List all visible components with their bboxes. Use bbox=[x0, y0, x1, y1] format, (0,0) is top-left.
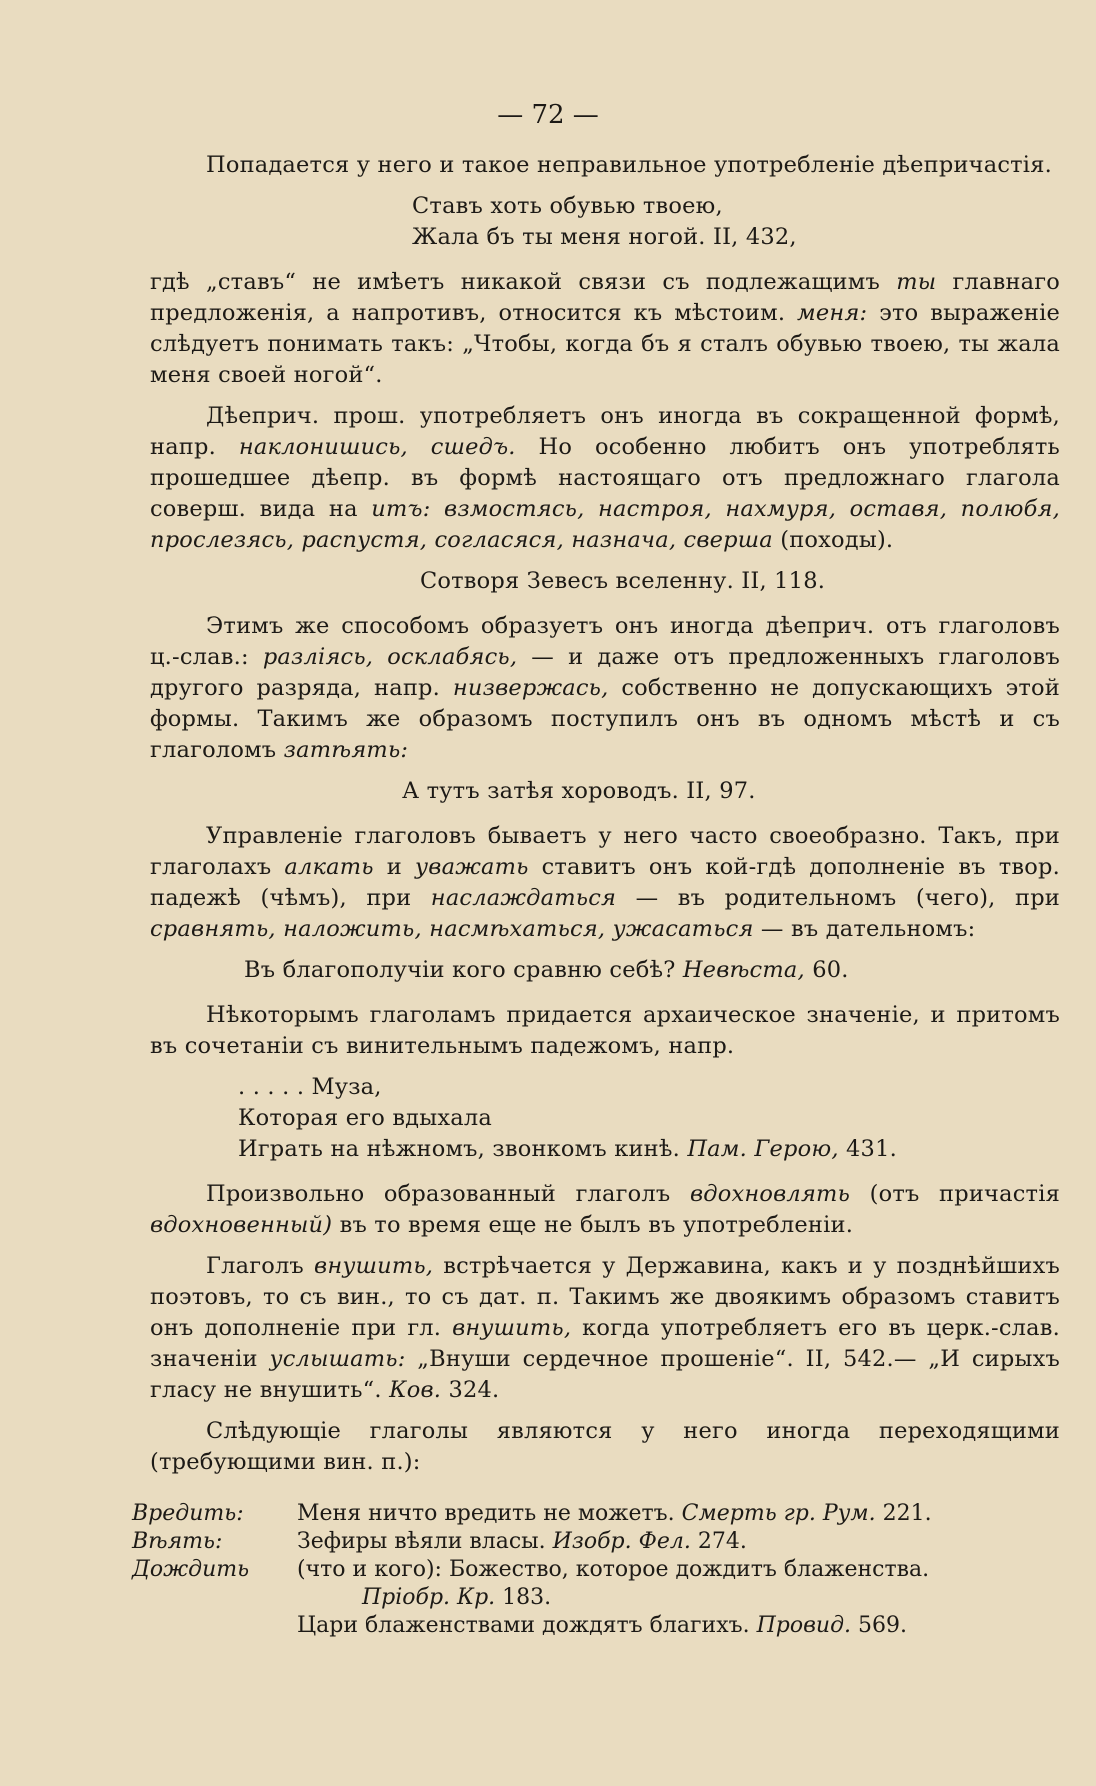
example-body bbox=[297, 1500, 1062, 1528]
text: когда употребляетъ его въ церк.-слав. значеніи bbox=[150, 1315, 1060, 1372]
text: Этимъ же способомъ образуетъ онъ иногда дѣеприч. отъ глаголовъ ц.-слав.: bbox=[150, 613, 1060, 670]
italic-text: вдохновенный) bbox=[150, 1212, 333, 1238]
italic-text: услышать: bbox=[269, 1346, 406, 1372]
paragraph-9: Слѣдующіе глаголы являются у него иногда переходящими (требующими вин. п.): bbox=[150, 1418, 1060, 1475]
paragraph-5 bbox=[150, 821, 1060, 945]
verse-1 bbox=[150, 191, 1060, 253]
italic-text: меня: bbox=[797, 300, 868, 326]
text: Дѣеприч. прош. употребляетъ онъ иногда въ сокращенной формѣ, напр. bbox=[150, 403, 1060, 460]
text: 431. bbox=[838, 1136, 897, 1162]
paragraph-2 bbox=[150, 267, 1060, 391]
example-row bbox=[132, 1556, 1062, 1640]
paragraph-8 bbox=[150, 1251, 1060, 1406]
paragraph-6: Нѣкоторымъ глаголамъ придается архаическое значеніе, и притомъ въ сочетаніи съ винительнымъ падежомъ, напр. bbox=[150, 1002, 1060, 1059]
text: 274. bbox=[690, 1529, 747, 1554]
page-number: — 72 — bbox=[497, 100, 599, 130]
examples-list bbox=[132, 1500, 1062, 1640]
text: и bbox=[373, 854, 416, 880]
verse-3: А тутъ затѣя хороводъ. II, 97. bbox=[402, 778, 756, 804]
example-source-line bbox=[297, 1584, 1062, 1612]
example-term: Вредить: bbox=[132, 1501, 244, 1526]
text: (походы). bbox=[772, 527, 894, 553]
text: это выраженіе слѣдуетъ понимать такъ: „Чтобы, когда бъ я сталъ обувью твоею, ты жала меня своей ногой“. bbox=[150, 300, 1060, 388]
example-body bbox=[297, 1528, 1062, 1556]
verse-line: . . . . . Муза, bbox=[238, 1074, 382, 1100]
text: (что и кого): Божество, которое дождитъ блаженства. bbox=[297, 1557, 930, 1582]
paragraph-3 bbox=[150, 401, 1060, 556]
text: — и даже отъ предложенныхъ глаголовъ другого разряда, напр. bbox=[150, 644, 1060, 701]
verse-2: Сотворя Зевесъ вселенну. II, 118. bbox=[420, 568, 826, 594]
text: — въ родительномъ (чего), при bbox=[616, 885, 1060, 911]
text: Меня ничто вредить не можетъ. bbox=[297, 1501, 682, 1526]
text: „Внуши сердечное прошеніе“. II, 542.— „И сирыхъ гласу не внушить“. bbox=[150, 1346, 1060, 1403]
text: Произвольно образованный глаголъ bbox=[206, 1181, 690, 1207]
verse-line: Которая его вдыхала bbox=[238, 1105, 492, 1131]
italic-text: внушить, bbox=[314, 1253, 434, 1279]
page-content bbox=[150, 150, 1060, 1488]
text: 183. bbox=[495, 1585, 552, 1610]
italic-text: алкать bbox=[284, 854, 374, 880]
italic-text: Пріобр. Кр. bbox=[362, 1585, 496, 1610]
italic-text: Невѣста, bbox=[682, 957, 805, 983]
text: Зефиры вѣяли власы. bbox=[297, 1529, 553, 1554]
example-body bbox=[297, 1556, 1062, 1640]
text: главнаго предложенія, а напротивъ, относится къ мѣстоим. bbox=[150, 269, 1060, 326]
example-line bbox=[297, 1612, 1062, 1640]
text: Управленіе глаголовъ бываетъ у него часто своеобразно. Такъ, при глаголахъ bbox=[150, 823, 1060, 880]
italic-text: низвержась, bbox=[452, 675, 609, 701]
verse-line bbox=[238, 1134, 1060, 1165]
text: Цари блаженствами дождятъ благихъ. bbox=[297, 1613, 757, 1638]
italic-text: разлiясь, осклабясь, bbox=[262, 644, 518, 670]
italic-text: Провид. bbox=[756, 1613, 852, 1638]
italic-text: итъ: взмостясь, настроя, нахмуря, оставя, полюбя, прослезясь, распустя, согласяся, назнача, сверша bbox=[150, 496, 1060, 553]
paragraph-1: Попадается у него и такое неправильное употребленіе дѣепричастія. bbox=[206, 152, 1052, 178]
text: Но особенно любитъ онъ употреблять прошедшее дѣепр. въ формѣ настоящаго отъ предложнаго глагола соверш. вида на bbox=[150, 434, 1060, 522]
example-row bbox=[132, 1500, 1062, 1528]
italic-text: Пам. Герою, bbox=[687, 1136, 839, 1162]
verse-line: Жала бъ ты меня ногой. II, 432, bbox=[412, 224, 797, 250]
italic-text: Смерть гр. Рум. bbox=[681, 1501, 876, 1526]
paragraph-4 bbox=[150, 611, 1060, 766]
italic-text: наклонишись, сшедъ. bbox=[238, 434, 516, 460]
italic-text: Изобр. Фел. bbox=[552, 1529, 691, 1554]
text: ставитъ онъ кой-гдѣ дополненіе въ твор. падежѣ (чѣмъ), при bbox=[150, 854, 1060, 911]
text: 324. bbox=[441, 1377, 500, 1403]
italic-text: внушить, bbox=[452, 1315, 572, 1341]
verse-5 bbox=[150, 1072, 1060, 1165]
paragraph-7 bbox=[150, 1179, 1060, 1241]
example-row bbox=[132, 1528, 1062, 1556]
italic-text: ты bbox=[896, 269, 937, 295]
italic-text: наслаждаться bbox=[430, 885, 617, 911]
italic-text: вдохновлять bbox=[689, 1181, 851, 1207]
text: 569. bbox=[851, 1613, 908, 1638]
example-term: Вѣять: bbox=[132, 1529, 223, 1554]
text: встрѣчается у Державина, какъ и у позднѣйшихъ поэтовъ, то съ вин., то съ дат. п. Такимъ же двоякимъ образомъ ставитъ онъ дополненіе при гл. bbox=[150, 1253, 1060, 1341]
italic-text: затѣять: bbox=[283, 737, 409, 763]
text: гдѣ „ставъ“ не имѣетъ никакой связи съ подлежащимъ bbox=[150, 269, 897, 295]
text: Глаголъ bbox=[206, 1253, 315, 1279]
text: — въ дательномъ: bbox=[753, 916, 976, 942]
text: собственно не допускающихъ этой формы. Такимъ же образомъ поступилъ онъ въ одномъ мѣстѣ и съ глаголомъ bbox=[150, 675, 1060, 763]
italic-text: сравнять, наложить, насмѣхаться, ужасаться bbox=[150, 916, 754, 942]
verse-4 bbox=[150, 955, 1060, 986]
text: 60. bbox=[804, 957, 849, 983]
text: 221. bbox=[875, 1501, 932, 1526]
italic-text: Ков. bbox=[389, 1377, 442, 1403]
example-term: Дождить bbox=[132, 1557, 250, 1582]
italic-text: уважать bbox=[415, 854, 529, 880]
verse-line: Ставъ хоть обувью твоею, bbox=[412, 193, 723, 219]
text: (отъ причастія bbox=[850, 1181, 1060, 1207]
text: въ то время еще не былъ въ употребленіи. bbox=[332, 1212, 854, 1238]
text: Въ благополучіи кого сравню себѣ? bbox=[244, 957, 683, 983]
text: Играть на нѣжномъ, звонкомъ кинѣ. bbox=[238, 1136, 688, 1162]
